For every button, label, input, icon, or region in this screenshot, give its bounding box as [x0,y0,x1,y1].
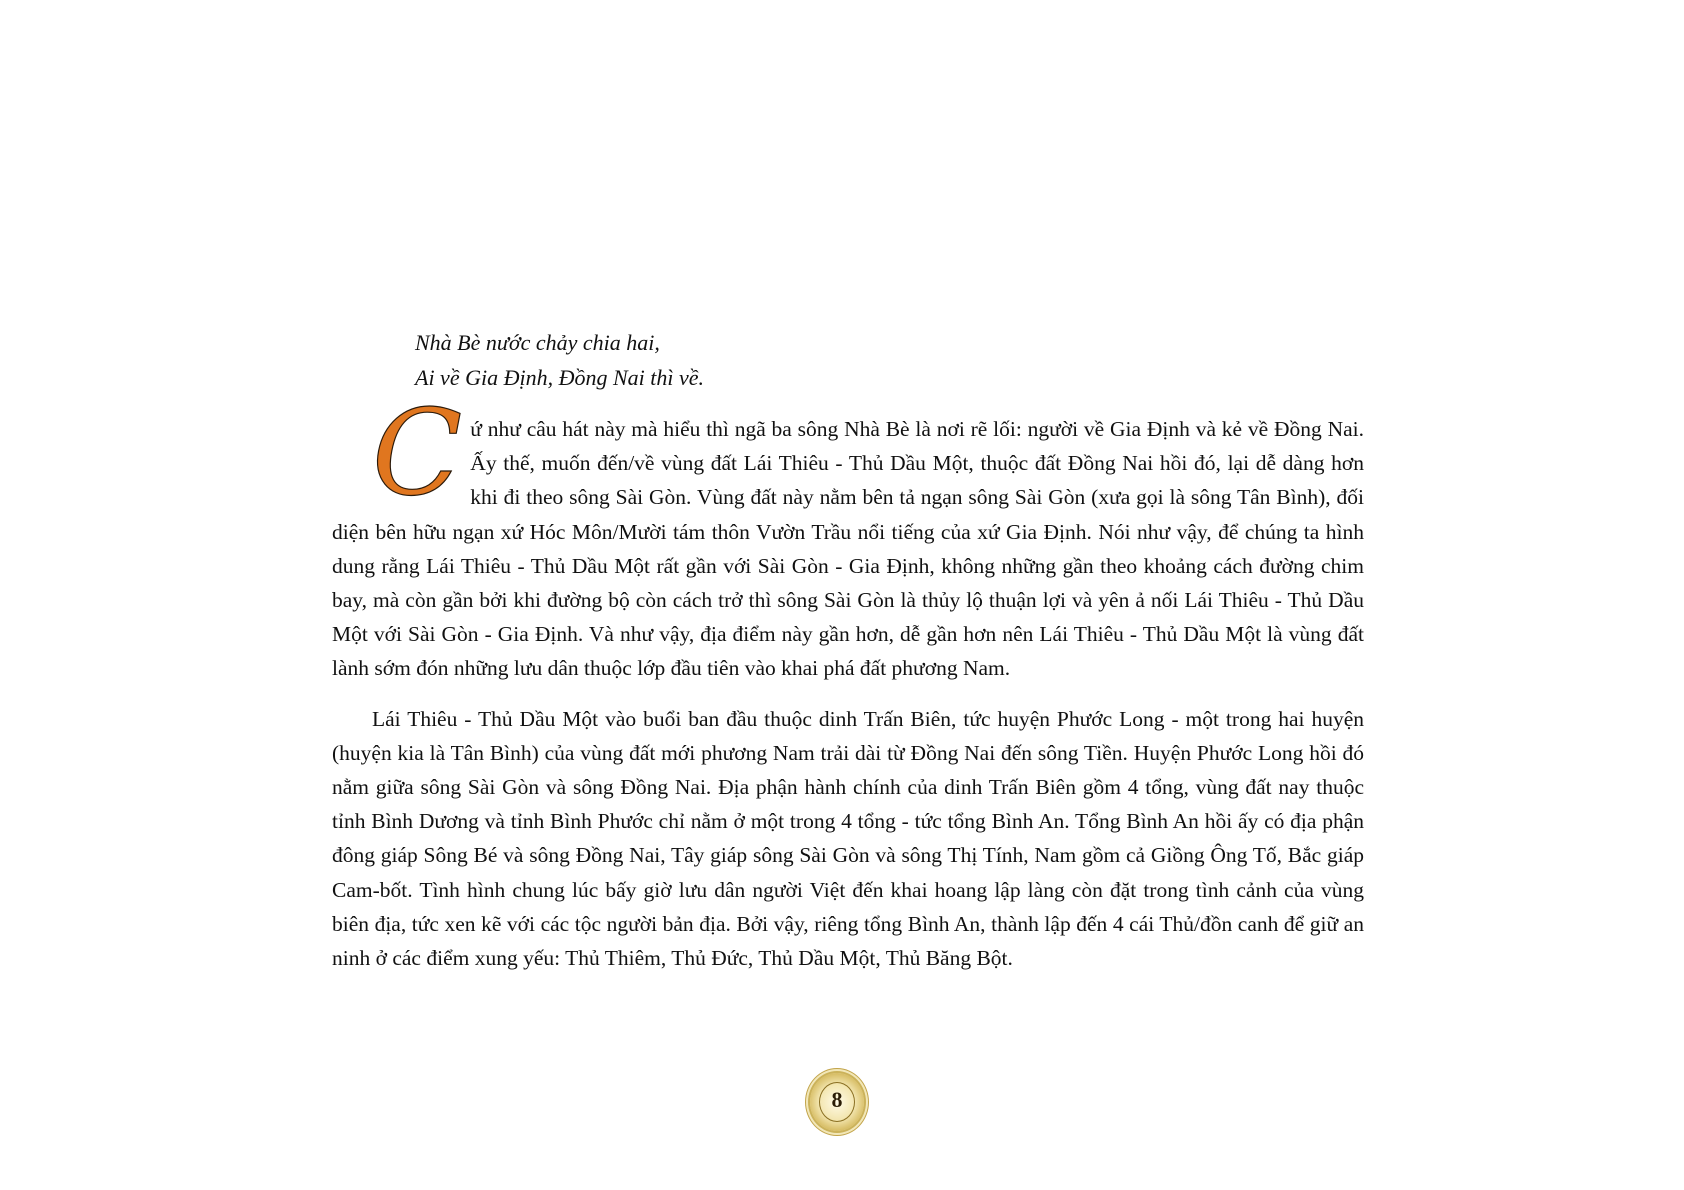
paragraph-1 [332,384,1364,686]
page-number-badge [810,1073,864,1131]
paragraph-2: Lái Thiêu - Thủ Dầu Một vào buổi ban đầu thuộc dinh Trấn Biên, tức huyện Phước Long - một trong hai huyện (huyện kia là Tân Bình) của vùng đất mới phương Nam trải dài từ Đồng Nai đến sông Tiền. Huyện Phước Long hồi đó nằm giữa sông Sài Gòn và sông Đồng Nai. Địa phận hành chính của dinh Trấn Biên gồm 4 tổng, vùng đất nay thuộc tỉnh Bình Dương và tỉnh Bình Phước chỉ nằm ở một trong 4 tổng - tức tổng Bình An. Tổng Bình An hồi ấy có địa phận đông giáp Sông Bé và sông Đồng Nai, Tây giáp sông Sài Gòn và sông Thị Tính, Nam gồm cả Giồng Ông Tố, Bắc giáp Cam-bốt. Tình hình chung lúc bấy giờ lưu dân người Việt đến khai hoang lập làng còn đặt trong tình cảnh của vùng biên địa, tức xen kẽ với các tộc người bản địa. Bởi vậy, riêng tổng Bình An, thành lập đến 4 cái Thủ/đồn canh để giữ an ninh ở các điểm xung yếu: Thủ Thiêm, Thủ Đức, Thủ Dầu Một, Thủ Băng Bột. [332,706,1364,971]
poem-line-2: Ai về Gia Định, Đồng Nai thì về. [415,365,705,390]
body-text [332,384,1364,991]
paragraph-1-text: ứ như câu hát này mà hiểu thì ngã ba sông Nhà Bè là nơi rẽ lối: người về Gia Định và kẻ về Đồng Nai. Ấy thế, muốn đến/về vùng đất Lái Thiêu - Thủ Dầu Một, thuộc đất Đồng Nai hồi đó, lại dễ dàng hơn khi đi theo sông Sài Gòn. Vùng đất này nằm bên tả ngạn sông Sài Gòn (xưa gọi là sông Tân Bình), đối diện bên hữu ngạn xứ Hóc Môn/Mười tám thôn Vườn Trầu nổi tiếng của xứ Gia Định. Nói như vậy, để chúng ta hình dung rằng Lái Thiêu - Thủ Dầu Một rất gần với Sài Gòn - Gia Định, không những gần theo khoảng cách đường chim bay, mà còn gần bởi khi đường bộ còn cách trở thì sông Sài Gòn là thủy lộ thuận lợi và yên ả nối Lái Thiêu - Thủ Dầu Một với Sài Gòn - Gia Định. Và như vậy, địa điểm này gần hơn, dễ gần hơn nên Lái Thiêu - Thủ Dầu Một là vùng đất lành sớm đón những lưu dân thuộc lớp đầu tiên vào khai phá đất phương Nam. [332,417,1364,681]
drop-cap-letter: C [372,384,463,522]
page-number: 8 [831,1087,843,1112]
poem-line-1: Nhà Bè nước chảy chia hai, [415,330,660,355]
